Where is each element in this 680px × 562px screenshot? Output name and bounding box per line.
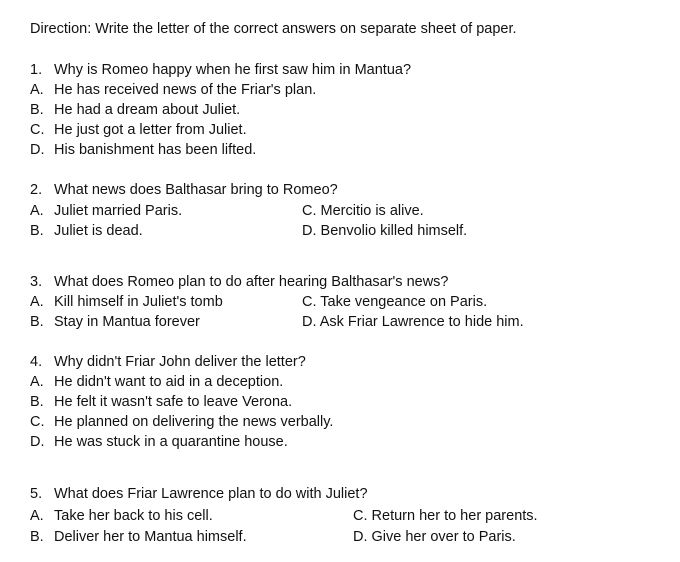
choice-text: He felt it wasn't safe to leave Verona. <box>54 394 293 410</box>
question-text: What does Romeo plan to do after hearing Balthasar's news? <box>54 274 449 290</box>
choice-text: His banishment has been lifted. <box>54 142 257 158</box>
question-text: What does Friar Lawrence plan to do with Juliet? <box>54 486 368 502</box>
question-2-choice-d <box>302 223 467 240</box>
question-text: Why is Romeo happy when he first saw him in Mantua? <box>54 62 412 78</box>
choice-text: C. Return her to her parents. <box>353 508 538 524</box>
choice-text: D. Give her over to Paris. <box>353 529 516 545</box>
question-number: 3. <box>30 274 43 290</box>
choice-text: Deliver her to Mantua himself. <box>54 529 247 545</box>
choice-text: He has received news of the Friar's plan. <box>54 82 317 98</box>
question-number: 5. <box>30 486 43 502</box>
choice-letter: B. <box>30 223 44 239</box>
choice-text: C. Take vengeance on Paris. <box>302 294 488 310</box>
choice-text: Stay in Mantua forever <box>54 314 200 330</box>
question-3-choice-c <box>302 294 487 311</box>
choice-letter: A. <box>30 374 44 390</box>
choice-letter: A. <box>30 82 44 98</box>
question-number: 4. <box>30 354 43 370</box>
choice-text: He had a dream about Juliet. <box>54 102 241 118</box>
choice-text: Juliet is dead. <box>54 223 143 239</box>
question-2-choice-c <box>302 203 424 220</box>
choice-letter: A. <box>30 508 44 524</box>
choice-text: C. Mercitio is alive. <box>302 203 424 219</box>
choice-text: D. Ask Friar Lawrence to hide him. <box>302 314 524 330</box>
choice-text: D. Benvolio killed himself. <box>302 223 468 239</box>
direction-text: Direction: Write the letter of the correct answers on separate sheet of paper. <box>30 21 517 37</box>
choice-text: Juliet married Paris. <box>54 203 183 219</box>
question-5-choice-c <box>353 508 538 525</box>
choice-text: He didn't want to aid in a deception. <box>54 374 284 390</box>
choice-letter: B. <box>30 102 44 118</box>
choice-letter: D. <box>30 142 45 158</box>
question-3-choice-d <box>302 314 524 331</box>
choice-letter: A. <box>30 203 44 219</box>
choice-letter: A. <box>30 294 44 310</box>
choice-text: He was stuck in a quarantine house. <box>54 434 288 450</box>
choice-letter: C. <box>30 414 45 430</box>
choice-letter: B. <box>30 314 44 330</box>
choice-text: He planned on delivering the news verbally. <box>54 414 334 430</box>
question-number: 2. <box>30 182 43 198</box>
choice-letter: C. <box>30 122 45 138</box>
choice-text: He just got a letter from Juliet. <box>54 122 247 138</box>
choice-text: Take her back to his cell. <box>54 508 213 524</box>
question-5-choice-d <box>353 529 516 546</box>
choice-text: Kill himself in Juliet's tomb <box>54 294 223 310</box>
choice-letter: B. <box>30 394 44 410</box>
choice-letter: D. <box>30 434 45 450</box>
choice-letter: B. <box>30 529 44 545</box>
question-number: 1. <box>30 62 43 78</box>
question-text: Why didn't Friar John deliver the letter? <box>54 354 306 370</box>
question-text: What news does Balthasar bring to Romeo? <box>54 182 338 198</box>
